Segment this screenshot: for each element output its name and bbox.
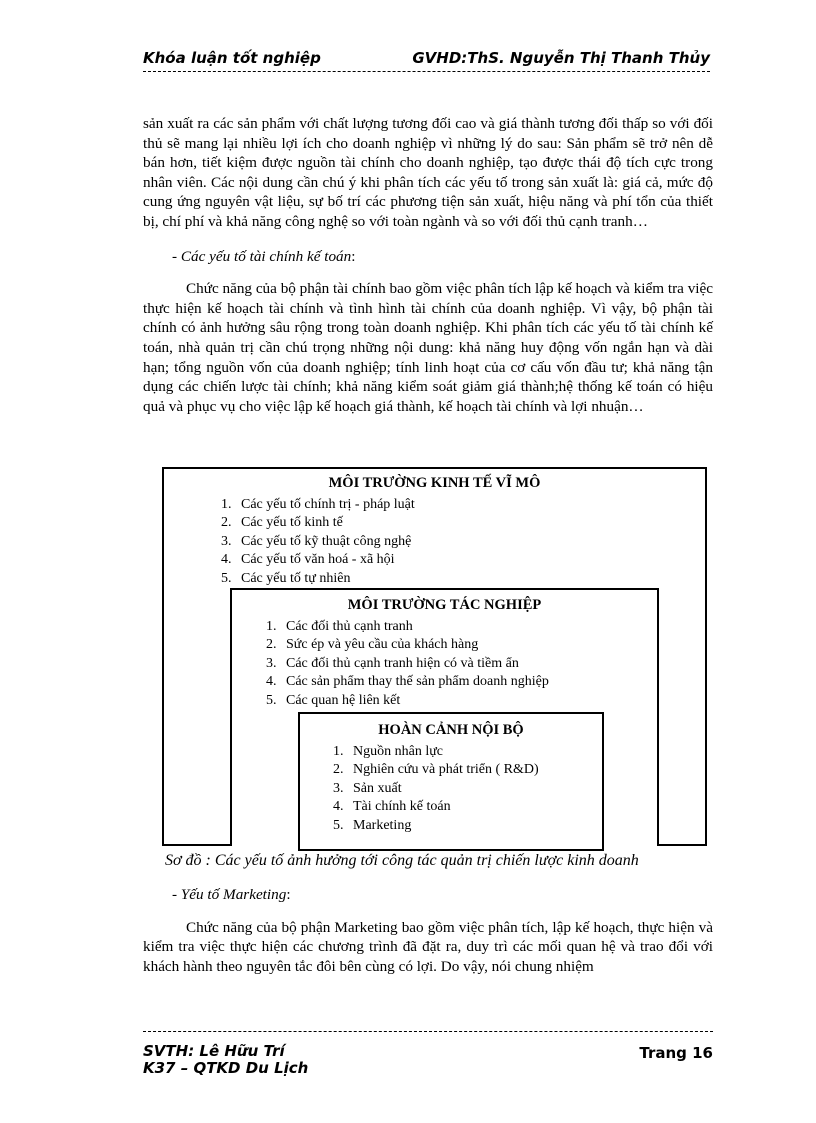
header-advisor: GVHD:ThS. Nguyễn Thị Thanh Thủy xyxy=(412,49,710,67)
header-thesis-title: Khóa luận tốt nghiệp xyxy=(143,49,321,67)
diagram-internal-environment-box xyxy=(298,712,604,851)
lower-body-text xyxy=(143,885,713,976)
subheading-finance-colon: : xyxy=(351,247,356,265)
list-item: 1. Các yếu tố chính trị - pháp luật xyxy=(221,496,415,512)
subheading-finance xyxy=(172,247,713,267)
diagram-caption: Sơ đồ : Các yếu tố ảnh hưởng tới công tác quản trị chiến lược kinh doanh xyxy=(165,852,639,869)
body-text xyxy=(143,114,713,416)
subheading-marketing-colon: : xyxy=(286,886,291,903)
task-environment-title: MÔI TRƯỜNG TÁC NGHIỆP xyxy=(347,597,542,613)
paragraph-marketing: Chức năng của bộ phận Marketing bao gồm việc phân tích, lập kế hoạch, thực hiện và kiểm tra việc thực hiện các chương trình đã đặt ra, duy trì các mối quan hệ và trao đổi với khách hành theo nguyên tắc đôi bên cùng có lợi. Do vậy, nói chung nhiệm xyxy=(143,918,713,975)
footer-student: SVTH: Lê Hữu Trí xyxy=(143,1042,285,1060)
paragraph-production: sản xuất ra các sản phẩm với chất lượng tương đối cao và giá thành tương đối thấp so với đối thủ sẽ mang lại nhiều lợi ích cho doanh nghiệp vì những lý do sau: Sản phẩm sẽ trở nên dễ bán hơn, tiết kiệm được nguồn tài chính cho doanh nghiệp, tạo được thái độ tích cực trong nhân viên. Các nội dung cần chú ý khi phân tích các yếu tố trong sản xuất là: giá cả, mức độ cung ứng nguyên vật liệu, sự bố trí các phương tiện sản xuất, hiệu năng và phí tổn của thiết bị, chí phí và khả năng công nghệ so với toàn ngành và so với đối thủ cạnh tranh… xyxy=(143,115,713,230)
list-item: 4. Tài chính kế toán xyxy=(333,799,451,814)
list-item: 1. Các đối thủ cạnh tranh xyxy=(266,618,413,634)
internal-environment-list xyxy=(333,743,602,836)
list-item: 1. Nguồn nhân lực xyxy=(333,743,444,759)
list-item: 4. Các sản phẩm thay thế sản phẩm doanh nghiệp xyxy=(266,674,549,689)
macro-environment-list xyxy=(221,496,705,589)
list-item: 3. Các đối thủ cạnh tranh hiện có và tiềm ẩn xyxy=(266,655,519,671)
internal-environment-title: HOÀN CẢNH NỘI BỘ xyxy=(378,722,524,738)
page-header xyxy=(143,49,710,72)
list-item: 2. Nghiên cứu và phát triển ( R&D) xyxy=(333,762,539,777)
macro-environment-title: MÔI TRƯỜNG KINH TẾ VĨ MÔ xyxy=(328,475,541,491)
footer-class: K37 – QTKD Du Lịch xyxy=(143,1059,309,1077)
list-item: 2. Các yếu tố kinh tế xyxy=(221,515,343,530)
task-environment-list xyxy=(266,618,657,711)
paragraph-finance: Chức năng của bộ phận tài chính bao gồm việc phân tích lập kế hoạch và kiểm tra việc thực hiện kế hoạch tài chính và tình hình tài chính của doanh nghiệp. Vì vậy, bộ phận tài chính có ảnh hưởng sâu rộng trong toàn doanh nghiệp. Khi phân tích các yếu tố tài chính kế toán, nhà quản trị cần chú trọng những nội dung: khả năng huy động vốn ngắn hạn và dài hạn; tổng nguồn vốn của doanh nghiệp; tính linh hoạt của cơ cấu vốn đầu tư; khả năng tận dụng các chiến lược tài chính; khả năng kiểm soát giảm giá thành;hệ thống kế toán có hiệu quả và phục vụ cho việc lập kế hoạch giá thành, kế hoạch tài chính và lợi nhuận… xyxy=(143,280,713,415)
list-item: 3. Các yếu tố kỹ thuật công nghệ xyxy=(221,533,412,549)
page-footer xyxy=(143,1031,713,1077)
page-number: Trang 16 xyxy=(639,1044,713,1062)
subheading-finance-text: - Các yếu tố tài chính kế toán xyxy=(172,247,352,265)
list-item: 5. Các yếu tố tự nhiên xyxy=(221,570,351,586)
list-item: 4. Các yếu tố văn hoá - xã hội xyxy=(221,552,395,567)
subheading-marketing-text: - Yếu tố Marketing xyxy=(172,886,287,903)
subheading-marketing xyxy=(172,885,713,905)
list-item: 3. Sản xuất xyxy=(333,780,402,796)
list-item: 2. Sức ép và yêu cầu của khách hàng xyxy=(266,637,479,652)
list-item: 5. Marketing xyxy=(333,817,412,833)
list-item: 5. Các quan hệ liên kết xyxy=(266,692,401,708)
